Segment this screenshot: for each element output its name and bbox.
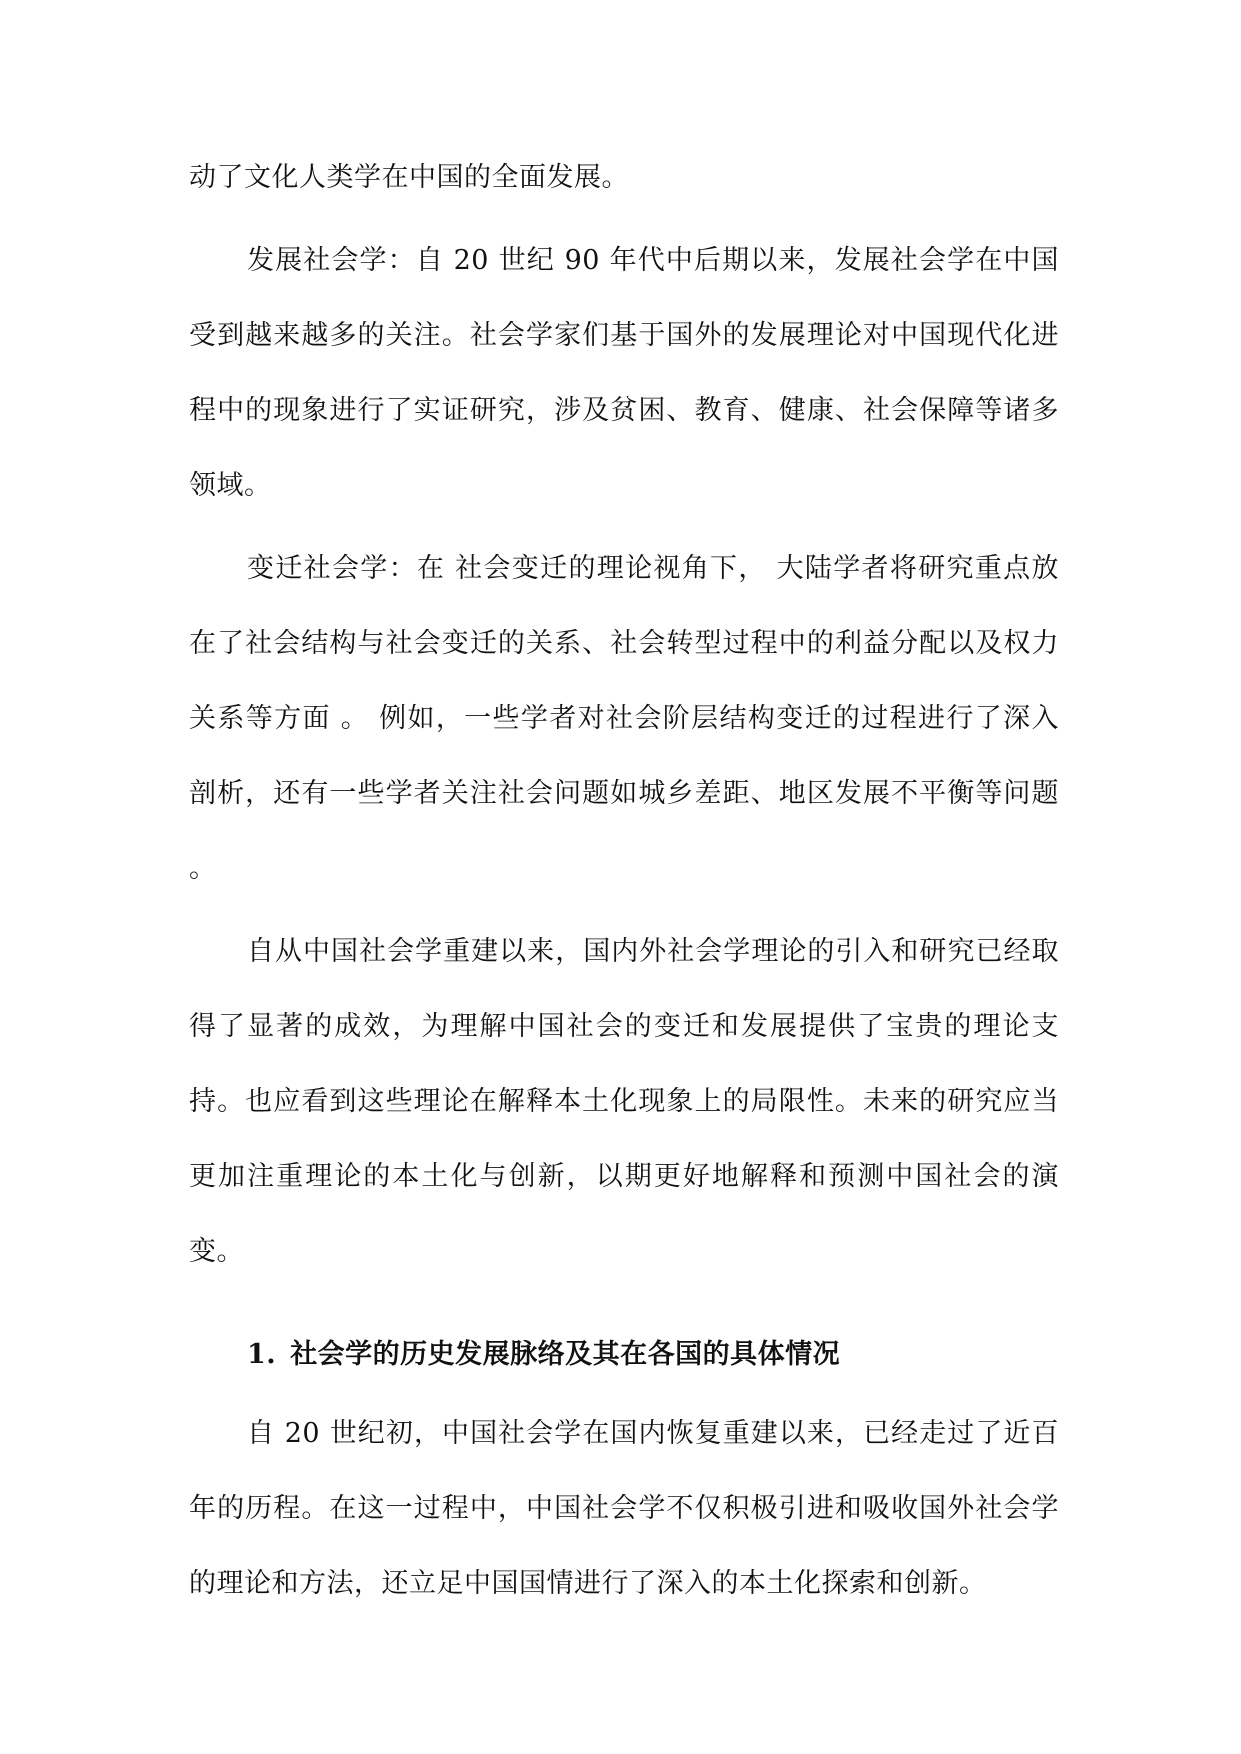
paragraph-change-sociology: 变迁社会学：在 社会变迁的理论视角下， 大陆学者将研究重点放在了社会结构与社会变迁的关系、社会转型过程中的利益分配以及权力关系等方面 。 例如，一些学者对社会阶层结构变迁的过程进行了深入剖析，还有一些学者关注社会问题如城乡差距、地区发展不平衡等问题 。 bbox=[189, 553, 1059, 884]
section-heading bbox=[247, 1317, 1059, 1392]
paragraph-summary: 自从中国社会学重建以来，国内外社会学理论的引入和研究已经取得了显著的成效，为理解中国社会的变迁和发展提供了宝贵的理论支持。也应看到这些理论在解释本土化现象上的局限性。未来的研究应当更加注重理论的本土化与创新，以期更好地解释和预测中国社会的演变。 bbox=[189, 936, 1059, 1267]
section-heading-text: 社会学的历史发展脉络及其在各国的具体情况 bbox=[290, 1339, 841, 1370]
document-body bbox=[189, 140, 1059, 1629]
paragraph-section-intro: 自 20 世纪初，中国社会学在国内恢复重建以来，已经走过了近百年的历程。在这一过程中，中国社会学不仅积极引进和吸收国外社会学的理论和方法，还立足中国国情进行了深入的本土化探索和创新。 bbox=[189, 1418, 1059, 1599]
section-heading-number: 1. bbox=[247, 1339, 277, 1370]
paragraph-development-sociology: 发展社会学：自 20 世纪 90 年代中后期以来，发展社会学在中国受到越来越多的关注。社会学家们基于国外的发展理论对中国现代化进程中的现象进行了实证研究，涉及贫困、教育、健康、社会保障等诸多领域。 bbox=[189, 245, 1059, 501]
paragraph-continuation: 动了文化人类学在中国的全面发展。 bbox=[189, 162, 629, 193]
